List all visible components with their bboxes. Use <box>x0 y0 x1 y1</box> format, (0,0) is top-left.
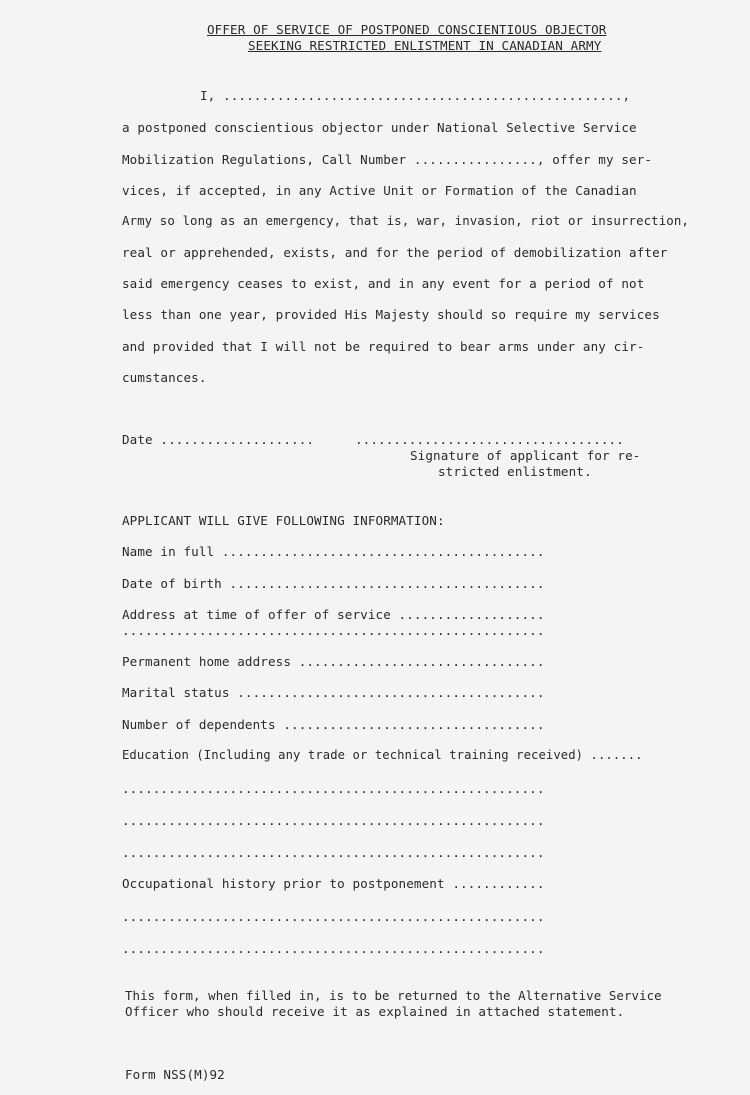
signature-caption-line2: stricted enlistment. <box>438 464 592 479</box>
education-continuation-line[interactable]: ....................................................... <box>122 845 545 860</box>
declaration-line: cumstances. <box>122 370 207 385</box>
education-continuation-line[interactable]: ....................................................... <box>122 781 545 796</box>
date-field[interactable]: Date .................... <box>122 432 315 447</box>
declaration-line: less than one year, provided His Majesty should so require my services <box>122 307 660 322</box>
declaration-line: Mobilization Regulations, Call Number ................, offer my ser- <box>122 152 653 167</box>
occupational-history-field[interactable]: Occupational history prior to postponement ............ <box>122 876 545 891</box>
return-instructions-line2: Officer who should receive it as explained in attached statement. <box>125 1004 625 1019</box>
number-of-dependents-field[interactable]: Number of dependents .................................. <box>122 717 545 732</box>
declaration-line: a postponed conscientious objector under National Selective Service <box>122 120 637 135</box>
signature-caption-line1: Signature of applicant for re- <box>410 448 641 463</box>
occupational-continuation-line[interactable]: ....................................................... <box>122 941 545 956</box>
permanent-home-address-field[interactable]: Permanent home address ................................ <box>122 654 545 669</box>
education-continuation-line[interactable]: ....................................................... <box>122 813 545 828</box>
education-field[interactable]: Education (Including any trade or technical training received) ....... <box>122 748 643 762</box>
declaration-line: vices, if accepted, in any Active Unit or Formation of the Canadian <box>122 183 637 198</box>
return-instructions-line1: This form, when filled in, is to be returned to the Alternative Service <box>125 988 662 1003</box>
declaration-name-line[interactable]: I, ...................................................., <box>200 88 631 103</box>
signature-field[interactable]: ................................... <box>355 432 624 447</box>
date-of-birth-field[interactable]: Date of birth ......................................... <box>122 576 545 591</box>
declaration-line: and provided that I will not be required to bear arms under any cir- <box>122 339 645 354</box>
declaration-line: real or apprehended, exists, and for the period of demobilization after <box>122 245 668 260</box>
form-number: Form NSS(M)92 <box>125 1067 225 1082</box>
name-in-full-field[interactable]: Name in full .......................................... <box>122 544 545 559</box>
information-heading: APPLICANT WILL GIVE FOLLOWING INFORMATION: <box>122 513 445 528</box>
form-title-line2: SEEKING RESTRICTED ENLISTMENT IN CANADIAN ARMY <box>248 38 602 53</box>
address-at-offer-field[interactable]: Address at time of offer of service ................... <box>122 607 545 622</box>
declaration-line: said emergency ceases to exist, and in any event for a period of not <box>122 276 645 291</box>
address-continuation-line[interactable]: ....................................................... <box>122 623 545 638</box>
marital-status-field[interactable]: Marital status ........................................ <box>122 685 545 700</box>
form-title-line1: OFFER OF SERVICE OF POSTPONED CONSCIENTIOUS OBJECTOR <box>207 22 607 37</box>
declaration-line: Army so long as an emergency, that is, war, invasion, riot or insurrection, <box>122 213 689 228</box>
occupational-continuation-line[interactable]: ....................................................... <box>122 909 545 924</box>
